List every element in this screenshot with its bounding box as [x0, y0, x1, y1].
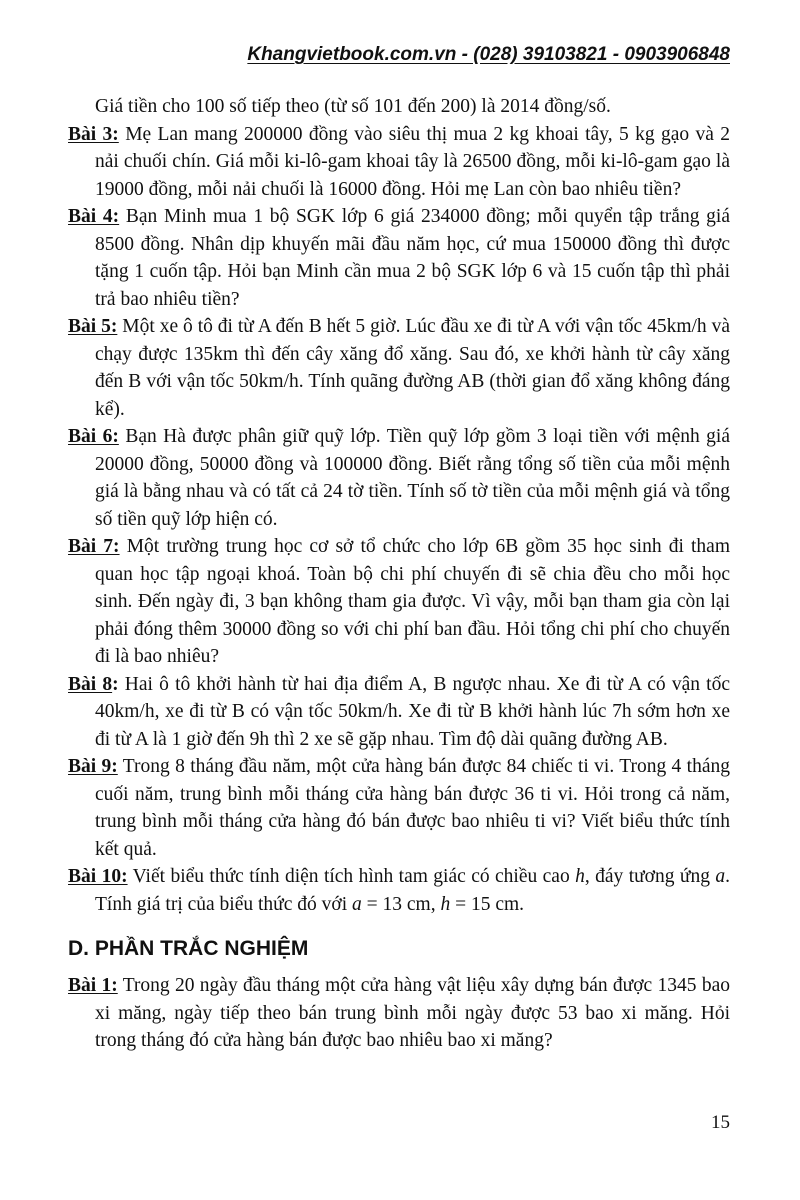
problem-text-segment: = 15 cm. — [450, 893, 525, 915]
problem-label: Bài 7: — [68, 536, 120, 557]
problem-label: Bài 8 — [68, 673, 113, 695]
math-var-h: h — [575, 866, 585, 887]
problem-bai-9 — [68, 753, 730, 863]
problem-label: Bài 1: — [68, 975, 118, 996]
math-var-a: a — [352, 893, 362, 915]
problem-label: Bài 5: — [68, 316, 118, 337]
problem-label: Bài 4: — [68, 206, 120, 227]
problem-bai-10 — [68, 863, 730, 918]
page-header — [68, 42, 730, 68]
problem-label: Bài 6: — [68, 426, 119, 447]
problem-label: Bài 3: — [68, 123, 119, 145]
header-text: Khangvietbook.com.vn - (028) 39103821 - 0903906848 — [247, 44, 730, 65]
problem-bai-4 — [68, 203, 730, 313]
problem-bai-1 — [68, 972, 730, 1055]
problem-bai-7 — [68, 533, 730, 671]
intro-line: Giá tiền cho 100 số tiếp theo (từ số 101 đến 200) là 2014 đồng/số. — [95, 96, 611, 117]
problem-bai-5 — [68, 313, 730, 423]
problem-text: Một xe ô tô đi từ A đến B hết 5 giờ. Lúc đầu xe đi từ A với vận tốc 45km/h và chạy được 135km thì đến cây xăng đổ xăng. Sau đó, xe khởi hành từ cây xăng đến B với vận tốc 50km/h. Tính quãng đường AB (thời gian đổ xăng không đáng kể). — [95, 316, 731, 420]
problem-text-segment: Viết biểu thức tính diện tích hình tam giác có chiều cao — [132, 866, 576, 887]
problem-text: Hai ô tô khởi hành từ hai địa điểm A, B ngược nhau. Xe đi từ A có vận tốc 40km/h, xe đi từ B có vận tốc 50km/h. Xe đi từ B khởi hành lúc 7h sớm hơn xe đi từ A là 1 giờ đến 9h thì 2 xe sẽ gặp nhau. Tìm độ dài quãng đường AB. — [95, 673, 730, 750]
problem-text-segment: . Tính giá trị của biểu thức đó với — [95, 866, 731, 915]
math-var-h: h — [440, 893, 451, 915]
problem-text: Bạn Minh mua 1 bộ SGK lớp 6 giá 234000 đồng; mỗi quyển tập trắng giá 8500 đồng. Nhân dịp khuyến mãi đầu năm học, cứ mua 150000 đồng thì được tặng 1 cuốn tập. Hỏi bạn Minh cần mua 2 bộ SGK lớp 6 và 15 cuốn tập thì phải trả bao nhiêu tiền? — [95, 206, 730, 310]
math-var-a: a — [715, 866, 726, 887]
problem-label-sep: : — [112, 673, 119, 695]
problem-label: Bài 9: — [68, 756, 118, 777]
problem-bai-6 — [68, 423, 730, 533]
problem-text: Bạn Hà được phân giữ quỹ lớp. Tiền quỹ lớp gồm 3 loại tiền với mệnh giá 20000 đồng, 50000 đồng và 100000 đồng. Biết rằng tổng số tiền của mỗi mệnh giá là bằng nhau và có tất cả 24 tờ tiền. Tính số tờ tiền của mỗi mệnh giá và tổng số tiền quỹ lớp hiện có. — [95, 426, 730, 530]
problem-bai-3 — [68, 121, 730, 204]
document-body — [68, 93, 730, 1055]
page-number: 15 — [711, 1112, 730, 1133]
problem-text: Trong 8 tháng đầu năm, một cửa hàng bán được 84 chiếc ti vi. Trong 4 tháng cuối năm, trung bình mỗi tháng cửa hàng bán được 36 ti vi. Hỏi trong cả năm, trung bình mỗi tháng cửa hàng đó bán được bao nhiêu ti vi? Viết biểu thức tính kết quả. — [95, 756, 730, 860]
problem-text-segment: = 13 cm, — [361, 893, 441, 915]
problem-bai-8 — [68, 671, 730, 754]
problem-text-segment: , đáy tương ứng — [584, 866, 716, 887]
problem-text: Mẹ Lan mang 200000 đồng vào siêu thị mua 2 kg khoai tây, 5 kg gạo và 2 nải chuối chín. Giá mỗi ki-lô-gam khoai tây là 26500 đồng, mỗi ki-lô-gam gạo là 19000 đồng, mỗi nải chuối là 16000 đồng. Hỏi mẹ Lan còn bao nhiêu tiền? — [95, 123, 731, 200]
section-heading-trac-nghiem: D. PHẦN TRẮC NGHIỆM — [68, 937, 309, 960]
problem-text: Trong 20 ngày đầu tháng một cửa hàng vật liệu xây dựng bán được 1345 bao xi măng, ngày tiếp theo bán trung bình mỗi ngày được 53 bao xi măng. Hỏi trong tháng đó cửa hàng bán được bao nhiêu bao xi măng? — [95, 975, 730, 1051]
problem-label: Bài 10: — [68, 866, 128, 887]
problem-text: Một trường trung học cơ sở tổ chức cho lớp 6B gồm 35 học sinh đi tham quan học tập ngoại khoá. Toàn bộ chi phí chuyến đi sẽ chia đều cho mỗi học sinh. Đến ngày đi, 3 bạn không tham gia được. Vì vậy, mỗi bạn tham gia còn lại phải đóng thêm 30000 đồng so với chi phí ban đầu. Hỏi tổng chi phí cho chuyến đi là bao nhiêu? — [95, 536, 730, 667]
